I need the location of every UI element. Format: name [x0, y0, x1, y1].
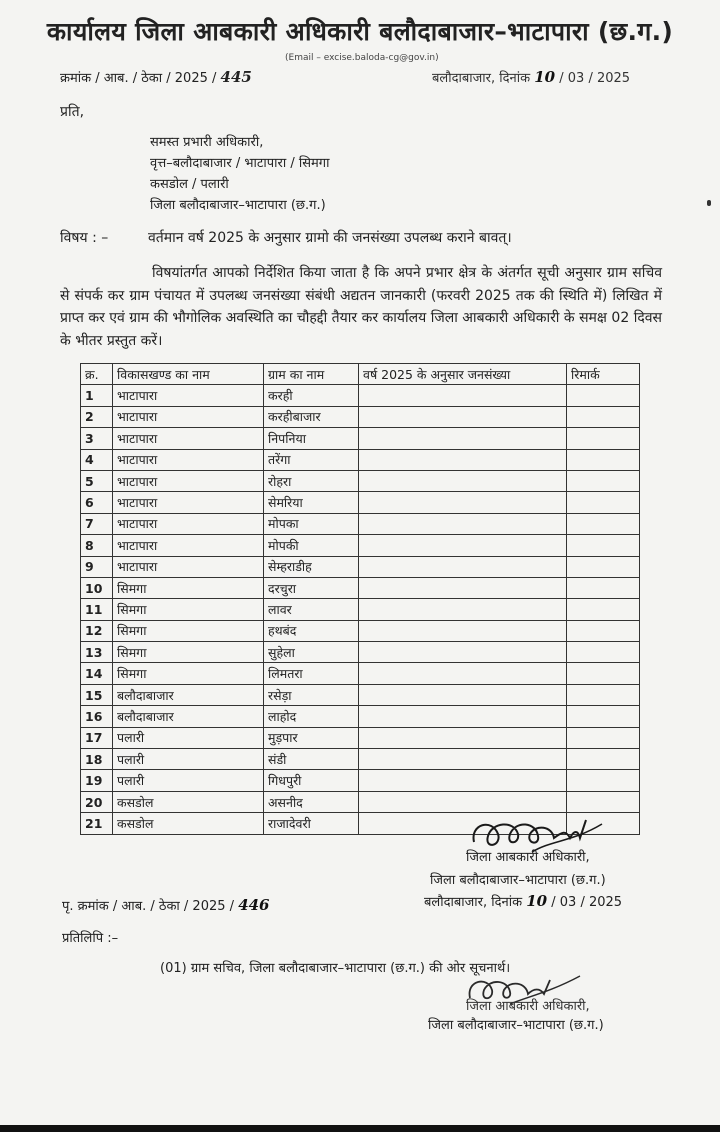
row-serial: 3 — [81, 428, 113, 449]
row-village-name: गिधपुरी — [264, 770, 359, 791]
row-population-cell — [359, 642, 567, 663]
office-email: (Email – excise.baloda-cg@gov.in) — [285, 53, 439, 63]
row-village-name: दरचुरा — [264, 577, 359, 598]
table-row — [81, 620, 640, 641]
header-serial: क्र. — [81, 364, 113, 385]
table-row — [81, 642, 640, 663]
row-population-cell — [359, 599, 567, 620]
signatory-designation: जिला आबकारी अधिकारी, — [466, 850, 590, 865]
copy-label: प्रतिलिपि :– — [62, 931, 119, 946]
row-village-name: करहीबाजार — [264, 406, 359, 427]
reference-number — [60, 68, 252, 86]
row-population-cell — [359, 556, 567, 577]
row-village-name: सेमरिया — [264, 492, 359, 513]
row-population-cell — [359, 620, 567, 641]
address-line: समस्त प्रभारी अधिकारी, — [150, 135, 264, 150]
date-prefix: बलौदाबाजार, दिनांक — [424, 895, 523, 910]
to-label: प्रति, — [60, 104, 85, 120]
table-body — [81, 385, 640, 834]
row-block-name: भाटापारा — [113, 406, 264, 427]
copy-reference-number — [62, 896, 270, 914]
row-serial: 6 — [81, 492, 113, 513]
address-line: कसडोल / पलारी — [150, 177, 229, 192]
row-village-name: रोहरा — [264, 470, 359, 491]
row-population-cell — [359, 770, 567, 791]
row-remark-cell — [567, 642, 640, 663]
row-remark-cell — [567, 620, 640, 641]
row-serial: 17 — [81, 727, 113, 748]
copy-signatory-district: जिला बलौदाबाजार–भाटापारा (छ.ग.) — [428, 1018, 604, 1033]
table-row — [81, 428, 640, 449]
row-population-cell — [359, 749, 567, 770]
row-block-name: सिमगा — [113, 599, 264, 620]
table-row — [81, 492, 640, 513]
table-row — [81, 577, 640, 598]
table-row — [81, 727, 640, 748]
table-row — [81, 706, 640, 727]
signatory-district: जिला बलौदाबाजार–भाटापारा (छ.ग.) — [430, 873, 606, 888]
header-population: वर्ष 2025 के अनुसार जनसंख्या — [359, 364, 567, 385]
row-village-name: हथबंद — [264, 620, 359, 641]
table-row — [81, 470, 640, 491]
header-block: विकासखण्ड का नाम — [113, 364, 264, 385]
row-village-name: राजादेवरी — [264, 813, 359, 834]
row-village-name: मोपकी — [264, 535, 359, 556]
row-village-name: असनीद — [264, 791, 359, 812]
row-remark-cell — [567, 599, 640, 620]
letter-body: विषयांतर्गत आपको निर्देशित किया जाता है कि अपने प्रभार क्षेत्र के अंतर्गत सूची अनुसार ग्राम सचिव से संपर्क कर ग्राम पंचायत में उपलब्ध जनसंख्या संबंधी अद्यतन जानकारी (फरवरी 2025 तक की स्थिति में) लिखित में प्राप्त कर एवं ग्राम की भौगोलिक अवस्थिति का चौहद्दी तैयार कर कार्यालय जिला आबकारी अधिकारी के समक्ष 02 दिवस के भीतर प्रस्तुत करें। — [60, 265, 662, 349]
row-remark-cell — [567, 791, 640, 812]
row-population-cell — [359, 385, 567, 406]
row-remark-cell — [567, 770, 640, 791]
copy-reference-handwritten-number: 446 — [238, 896, 270, 914]
date-day-handwritten: 10 — [526, 892, 548, 910]
row-remark-cell — [567, 385, 640, 406]
row-serial: 16 — [81, 706, 113, 727]
date-rest: / 03 / 2025 — [551, 895, 623, 910]
row-block-name: बलौदाबाजार — [113, 684, 264, 705]
table-row — [81, 406, 640, 427]
copy-reference-prefix: पृ. क्रमांक / आब. / ठेका / 2025 / — [62, 899, 235, 914]
subject-label: विषय : – — [60, 230, 109, 246]
row-serial: 18 — [81, 749, 113, 770]
table-row — [81, 599, 640, 620]
table-header-row — [81, 364, 640, 385]
row-population-cell — [359, 663, 567, 684]
row-serial: 19 — [81, 770, 113, 791]
row-serial: 12 — [81, 620, 113, 641]
bottom-edge-bar — [0, 1125, 720, 1132]
row-block-name: भाटापारा — [113, 492, 264, 513]
row-remark-cell — [567, 556, 640, 577]
row-population-cell — [359, 706, 567, 727]
row-block-name: भाटापारा — [113, 513, 264, 534]
row-block-name: बलौदाबाजार — [113, 706, 264, 727]
row-population-cell — [359, 428, 567, 449]
row-village-name: लिमतरा — [264, 663, 359, 684]
row-village-name: लाहोद — [264, 706, 359, 727]
address-line: जिला बलौदाबाजार–भाटापारा (छ.ग.) — [150, 198, 326, 213]
table-row — [81, 663, 640, 684]
reference-handwritten-number: 445 — [220, 68, 252, 86]
row-block-name: भाटापारा — [113, 470, 264, 491]
table-row — [81, 535, 640, 556]
row-population-cell — [359, 492, 567, 513]
row-remark-cell — [567, 684, 640, 705]
copy-item: (01) ग्राम सचिव, जिला बलौदाबाजार–भाटापारा (छ.ग.) की ओर सूचनार्थ। — [160, 961, 511, 976]
stray-mark — [707, 200, 711, 206]
row-serial: 10 — [81, 577, 113, 598]
copy-signatory-designation: जिला आबकारी अधिकारी, — [466, 999, 590, 1014]
row-block-name: भाटापारा — [113, 556, 264, 577]
row-village-name: लावर — [264, 599, 359, 620]
table-row — [81, 385, 640, 406]
row-serial: 4 — [81, 449, 113, 470]
row-serial: 15 — [81, 684, 113, 705]
date-rest: / 03 / 2025 — [559, 71, 631, 86]
row-population-cell — [359, 535, 567, 556]
row-village-name: मोपका — [264, 513, 359, 534]
row-block-name: भाटापारा — [113, 449, 264, 470]
row-village-name: संडी — [264, 749, 359, 770]
letter-date — [432, 68, 630, 86]
row-remark-cell — [567, 406, 640, 427]
row-village-name: मुड़पार — [264, 727, 359, 748]
row-population-cell — [359, 470, 567, 491]
row-remark-cell — [567, 727, 640, 748]
row-serial: 8 — [81, 535, 113, 556]
row-population-cell — [359, 791, 567, 812]
row-population-cell — [359, 449, 567, 470]
row-population-cell — [359, 727, 567, 748]
address-line: वृत्त–बलौदाबाजार / भाटापारा / सिमगा — [150, 156, 330, 171]
recipient-address — [150, 132, 329, 216]
row-block-name: सिमगा — [113, 663, 264, 684]
row-remark-cell — [567, 428, 640, 449]
row-serial: 11 — [81, 599, 113, 620]
row-block-name: पलारी — [113, 749, 264, 770]
row-remark-cell — [567, 535, 640, 556]
row-serial: 1 — [81, 385, 113, 406]
row-village-name: सेम्हराडीह — [264, 556, 359, 577]
row-serial: 2 — [81, 406, 113, 427]
row-block-name: पलारी — [113, 770, 264, 791]
row-village-name: निपनिया — [264, 428, 359, 449]
row-block-name: भाटापारा — [113, 428, 264, 449]
table-row — [81, 449, 640, 470]
row-serial: 13 — [81, 642, 113, 663]
table-row — [81, 684, 640, 705]
signature-date — [424, 892, 622, 910]
row-block-name: भाटापारा — [113, 535, 264, 556]
row-serial: 7 — [81, 513, 113, 534]
row-serial: 9 — [81, 556, 113, 577]
row-village-name: रसेड़ा — [264, 684, 359, 705]
header-remark: रिमार्क — [567, 364, 640, 385]
row-population-cell — [359, 684, 567, 705]
row-serial: 20 — [81, 791, 113, 812]
row-remark-cell — [567, 513, 640, 534]
row-remark-cell — [567, 577, 640, 598]
row-population-cell — [359, 513, 567, 534]
row-block-name: पलारी — [113, 727, 264, 748]
row-block-name: भाटापारा — [113, 385, 264, 406]
row-block-name: कसडोल — [113, 813, 264, 834]
table-row — [81, 556, 640, 577]
row-village-name: करही — [264, 385, 359, 406]
row-remark-cell — [567, 706, 640, 727]
row-population-cell — [359, 406, 567, 427]
village-population-table — [80, 363, 640, 835]
subject-text: वर्तमान वर्ष 2025 के अनुसार ग्रामो की जनसंख्या उपलब्ध कराने बावत्। — [148, 230, 512, 246]
row-remark-cell — [567, 749, 640, 770]
row-remark-cell — [567, 492, 640, 513]
row-remark-cell — [567, 449, 640, 470]
date-prefix: बलौदाबाजार, दिनांक — [432, 71, 531, 86]
table-row — [81, 770, 640, 791]
row-population-cell — [359, 577, 567, 598]
row-serial: 21 — [81, 813, 113, 834]
row-serial: 14 — [81, 663, 113, 684]
row-block-name: कसडोल — [113, 791, 264, 812]
row-remark-cell — [567, 470, 640, 491]
office-title: कार्यालय जिला आबकारी अधिकारी बलौदाबाजार–भाटापारा (छ.ग.) — [46, 17, 674, 46]
row-block-name: सिमगा — [113, 577, 264, 598]
reference-prefix: क्रमांक / आब. / ठेका / 2025 / — [60, 71, 217, 86]
table-row — [81, 513, 640, 534]
table-row — [81, 791, 640, 812]
table-row — [81, 749, 640, 770]
row-block-name: सिमगा — [113, 642, 264, 663]
date-day-handwritten: 10 — [534, 68, 556, 86]
header-village: ग्राम का नाम — [264, 364, 359, 385]
row-village-name: सुहेला — [264, 642, 359, 663]
row-remark-cell — [567, 663, 640, 684]
row-serial: 5 — [81, 470, 113, 491]
row-block-name: सिमगा — [113, 620, 264, 641]
row-village-name: तरेंगा — [264, 449, 359, 470]
